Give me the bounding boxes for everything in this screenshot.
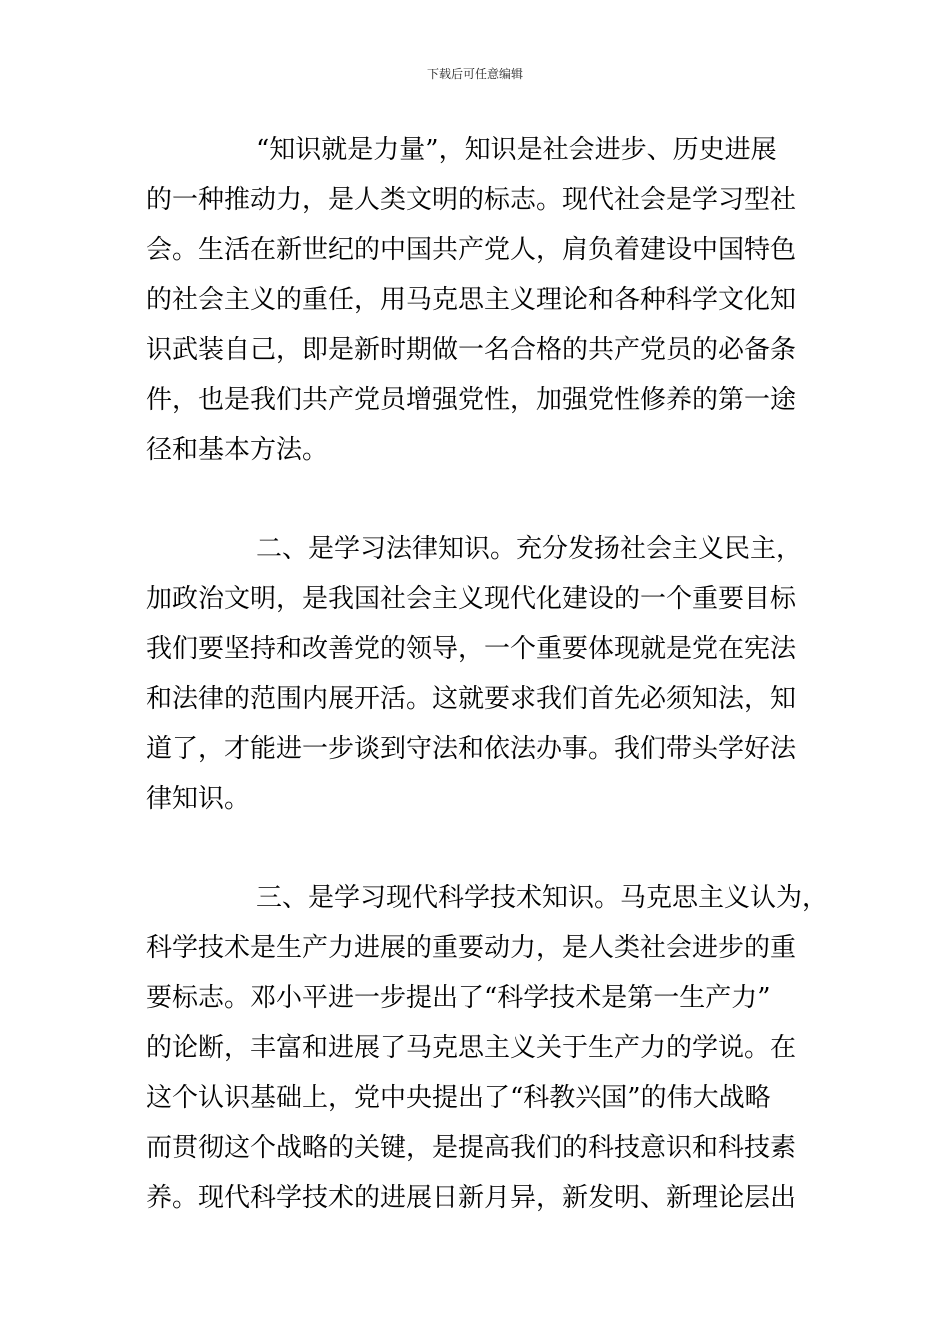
paragraph-3-line-7: 养。现代科学技术的进展日新月异，新发明、新理论层出 <box>146 1183 797 1213</box>
paragraph-2-line-1: 二、是学习法律知识。充分发扬社会主义民主， <box>256 534 803 564</box>
paragraph-1-line-2: 的一种推动力，是人类文明的标志。现代社会是学习型社 <box>146 185 797 215</box>
paragraph-3-line-4: 的论断，丰富和进展了马克思主义关于生产力的学说。在 <box>146 1033 797 1063</box>
paragraph-2-line-6: 律知识。 <box>146 784 251 814</box>
paragraph-1-line-6: 件，也是我们共产党员增强党性，加强党性修养的第一途 <box>146 385 797 415</box>
page-header: 下载后可任意编辑 <box>426 67 523 81</box>
paragraph-1-line-4: 的社会主义的重任，用马克思主义理论和各种科学文化知 <box>146 285 797 315</box>
paragraph-2-line-3: 我们要坚持和改善党的领导，一个重要体现就是党在宪法 <box>146 634 797 664</box>
paragraph-2-line-2: 加政治文明，是我国社会主义现代化建设的一个重要目标 <box>146 584 797 614</box>
paragraph-3-line-5: 这个认识基础上，党中央提出了“科教兴国”的伟大战略 <box>146 1083 771 1113</box>
paragraph-1-line-7: 径和基本方法。 <box>146 435 329 465</box>
paragraph-1-line-5: 识武装自己，即是新时期做一名合格的共产党员的必备条 <box>146 335 797 365</box>
paragraph-2-line-4: 和法律的范围内展开活。这就要求我们首先必须知法，知 <box>146 684 797 714</box>
paragraph-3-line-6: 而贯彻这个战略的关键，是提高我们的科技意识和科技素 <box>146 1133 797 1163</box>
paragraph-3-line-1: 三、是学习现代科学技术知识。马克思主义认为， <box>256 883 829 913</box>
paragraph-1-line-3: 会。生活在新世纪的中国共产党人，肩负着建设中国特色 <box>146 235 797 265</box>
paragraph-2-line-5: 道了，才能进一步谈到守法和依法办事。我们带头学好法 <box>146 734 797 764</box>
paragraph-3-line-2: 科学技术是生产力进展的重要动力，是人类社会进步的重 <box>146 933 797 963</box>
paragraph-3-line-3: 要标志。邓小平进一步提出了“科学技术是第一生产力” <box>146 983 771 1013</box>
paragraph-1-line-1: “知识就是力量”，知识是社会进步、历史进展 <box>256 135 777 165</box>
